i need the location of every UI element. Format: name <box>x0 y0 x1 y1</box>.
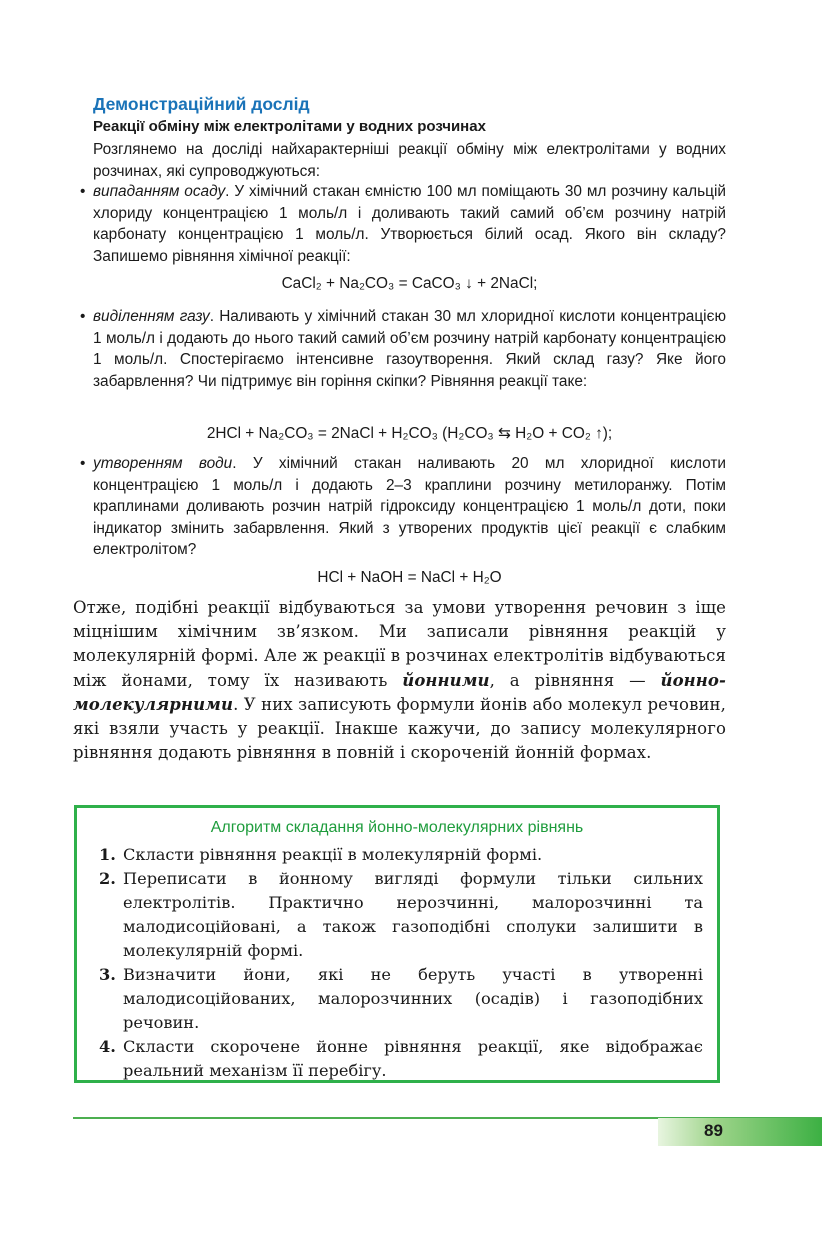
bullet-dot: • <box>80 455 86 472</box>
step-number: 4. <box>99 1037 116 1056</box>
demo-title: Демонстраційний дослід <box>93 94 310 114</box>
main-text-1: Отже, подібні реакції відбуваються за умови утворення речовин з іще міцнішим хімічним зв’язком. Ми записали рівняння реакцій у молекулярній формі. Але ж реакції в розчинах електролітів відбуваються між йонами, тому їх називають <box>73 598 726 690</box>
step-number: 1. <box>99 845 116 864</box>
algorithm-step <box>99 867 703 963</box>
step-text: Переписати в йонному вигляді формули тільки сильних електролітів. Практично нерозчинні, малорозчинні та малодисоційовані, а також газоподібні сполуки залишити в молекулярній формі. <box>123 869 703 960</box>
step-text: Визначити йони, які не беруть участі в утворенні малодисоційованих, малорозчинних (осадів) і газоподібних речовин. <box>123 965 703 1032</box>
bullet-text: . У хімічний стакан ємністю 100 мл поміщають 30 мл розчину кальцій хлориду концентрацією 1 моль/л і доливають такий самий об’єм розчину натрій карбонату концентрацією 1 моль/л. Утворюється білий осад. Якого він складу? Запишемо рівняння хімічної реакції: <box>93 183 726 265</box>
term-ionic: йонними <box>402 670 490 690</box>
main-paragraph <box>73 596 726 765</box>
term-ion-molecular: йонно-молекулярними <box>73 670 726 714</box>
equation-2: 2HCl + Na₂CO₃ = 2NaCl + H₂CO₃ (H₂CO₃ ⇆ H₂O + CO₂ ↑); <box>206 425 613 442</box>
equation-1: CaCl₂ + Na₂CO₃ = CaCO₃ ↓ + 2NaCl; <box>281 275 538 292</box>
step-text: Скласти скорочене йонне рівняння реакції, яке відображає реальний механізм її перебігу. <box>123 1037 703 1080</box>
bullet-dot: • <box>80 308 86 325</box>
bullet-precipitate <box>80 181 726 267</box>
algorithm-step <box>99 1035 703 1083</box>
equation-3: HCl + NaOH = NaCl + H₂O <box>317 569 502 586</box>
step-text: Скласти рівняння реакції в молекулярній формі. <box>123 845 543 864</box>
intro-text: Розглянемо на досліді найхарактерніші реакції обміну між електролітами у водних розчинах, які супроводжуються: <box>93 141 726 180</box>
algorithm-step <box>99 963 703 1035</box>
bullet-text: . У хімічний стакан наливають 20 мл хлоридної кислоти концентрацією 1 моль/л і додають 2–3 краплини розчину метилоранжу. Потім краплинами доливають розчин натрій гідроксиду концентрацією 1 моль/л доти, поки індикатор змінить забарвлення. Який з утворених продуктів цієї реакції є слабким електролітом? <box>93 455 726 558</box>
algorithm-title: Алгоритм складання йонно-молекулярних рівнянь <box>210 819 584 836</box>
bullet-gas <box>80 306 726 392</box>
bullet-text: . Наливають у хімічний стакан 30 мл хлоридної кислоти концентрацією 1 моль/л і додають до нього такий самий об’єм розчину натрій карбонату концентрацією 1 моль/л. Спостерігаємо інтенсивне газоутворення. Який склад газу? Яке його забарвлення? Чи підтримує він горіння скіпки? Рівняння реакції таке: <box>93 308 726 390</box>
demo-subtitle: Реакції обміну між електролітами у водних розчинах <box>93 118 486 135</box>
bullet-lead: утворенням води <box>93 455 233 472</box>
algorithm-step <box>99 843 703 867</box>
intro-paragraph <box>93 139 726 182</box>
bullet-lead: виділенням газу <box>93 308 210 325</box>
page-number-tab <box>658 1118 822 1146</box>
step-number: 2. <box>99 869 116 888</box>
bullet-dot: • <box>80 183 86 200</box>
algorithm-box <box>74 805 720 1083</box>
bullet-water <box>80 453 726 561</box>
main-text-2: , а рівняння — <box>489 670 661 690</box>
step-number: 3. <box>99 965 116 984</box>
bullet-lead: випаданням осаду <box>93 183 226 200</box>
page-number: 89 <box>704 1121 723 1140</box>
main-text-3: . У них записують формули йонів або молекул речовин, які взяли участь у реакції. Інакше кажучи, до запису молекулярного рівняння додають рівняння в повній і скороченій йонній формах. <box>73 694 726 763</box>
